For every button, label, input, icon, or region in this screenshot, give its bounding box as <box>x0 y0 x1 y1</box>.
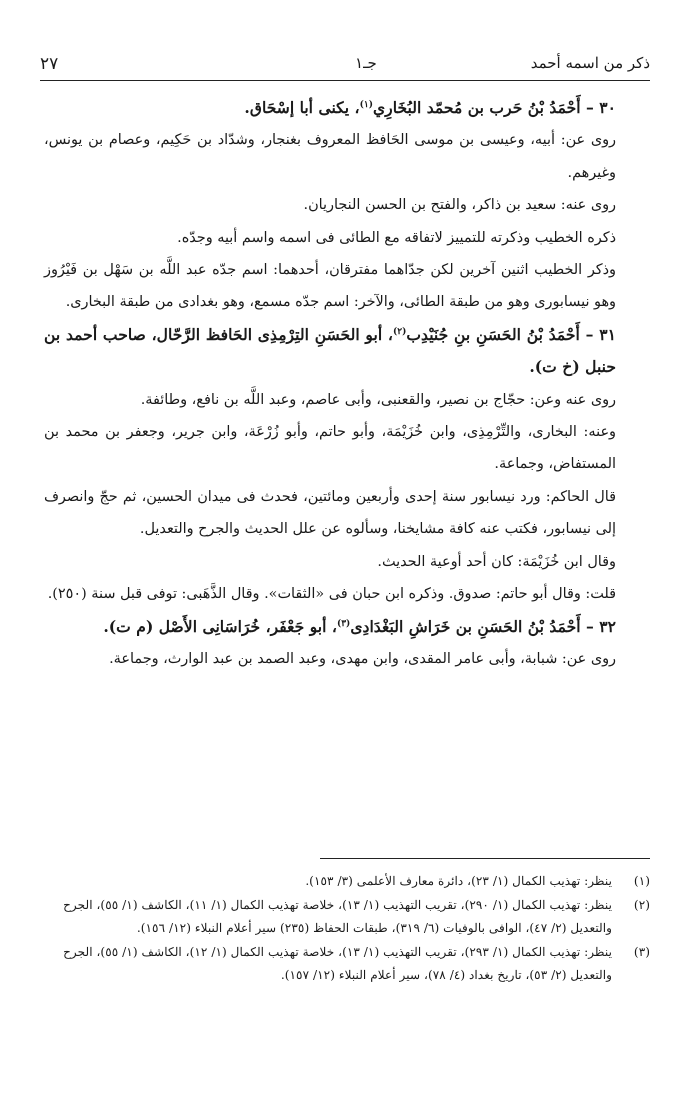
footnotes <box>40 870 650 988</box>
footnote-marker: (٢) <box>392 326 407 337</box>
paragraph: روى عنه: سعيد بن ذاكر، والفتح بن الحسن النجاريان. <box>303 197 616 214</box>
entry-heading-text: ، يكنى أبا إسْحَاق. <box>244 98 360 117</box>
volume-marker: جـ١ <box>355 54 377 72</box>
page-number: ٢٧ <box>40 54 59 74</box>
footnote-number: (١) <box>633 874 650 888</box>
paragraph: روى عن: شبابة، وأبى عامر المقدى، وابن مهدى، وعبد الصمد بن عبد الوارث، وجماعة. <box>109 650 616 667</box>
paragraph: وعنه: البخارى، والتِّرْمِذِى، وابن خُزَيْمَة، وأبو حاتم، وأبو زُرْعَة، وابن جرير، وجعفر بن محمد بن المستفاض، وجماعة. <box>44 424 616 473</box>
entry-heading-30 <box>44 92 650 124</box>
paragraph: وذكر الخطيب اثنين آخرين لكن جدّاهما مفترقان، أحدهما: اسم جدّه عبد اللَّه بن سَهْل بن فَيْرُوز وهو نيسابورى وهو من طبقة الطائى، والآخر: اسم جدّه مسمع، وهو بغدادى من طبقة البخارى. <box>44 262 616 311</box>
footnote <box>40 941 650 988</box>
footnote-marker: (١) <box>359 99 373 110</box>
footnote-text: ينظر: تهذيب الكمال (١/ ٢٩٣)، تقريب التهذيب (١/ ١٣)، خلاصة تهذيب الكمال (١/ ١٢)، الكاشف (١/ ٥٥)، الجرح والتعديل (٢/ ٥٣)، تاريخ بغداد (٤/ ٧٨)، سير أعلام النبلاء (١٢/ ١٥٧). <box>63 944 612 983</box>
footnote <box>40 870 650 894</box>
entry-heading-text: ٣٠ – أَحْمَدُ بْنُ حَرب بن مُحمّد البُخَارِي <box>372 98 616 117</box>
entry-heading-text: ٣١ – أَحْمَدُ بْنُ الحَسَنِ بنِ جُنَيْدِب <box>406 324 617 344</box>
entry-heading-text: ، أبو جَعْفَر، خُرَاسَانِى الأَصْل (م ت). <box>103 616 337 636</box>
footnote-text: ينظر: تهذيب الكمال (١/ ٢٩٠)، تقريب التهذيب (١/ ١٣)، خلاصة تهذيب الكمال (١/ ١١)، الكاشف (١/ ٥٥)، الجرح والتعديل (٢/ ٤٧)، الوافى بالوفيات (٦/ ٣١٩)، طبقات الحفاظ (٢٣٥) سير أعلام النبلاء (١٢/ ١٥٦). <box>63 897 612 936</box>
entry-heading-text: ، أبو الحَسَنِ التِرْمِذِى الحَافظ الرَّحّال، صاحب أحمد بن حنبل (خ ت). <box>44 324 616 377</box>
paragraph: قال الحاكم: ورد نيسابور سنة إحدى وأربعين ومائتين، فحدث فى ميدان الحسين، ثم حجّ وانصرف إلى نيسابور، فكتب عنه كافة مشايخنا، وسألوه عن علل الحديث والجرح والتعديل. <box>44 488 616 538</box>
main-text <box>44 92 650 675</box>
footnote-marker: (٣) <box>336 618 351 629</box>
footnote-text: ينظر: تهذيب الكمال (١/ ٢٣)، دائرة معارف الأعلمى (٣/ ١٥٣). <box>305 874 612 888</box>
paragraph: روى عن: أبيه، وعيسى بن موسى الحَافظ المعروف بغنجار، وشدّاد بن حَكِيم، وعصام بن يونس، وغيرهم. <box>44 132 616 181</box>
entry-heading-31 <box>44 319 650 384</box>
header-title: ذكر من اسمه أحمد <box>530 54 650 72</box>
entry-heading-text: ٣٢ – أَحْمَدُ بْنُ الحَسَنِ بن خَرَاشِ البَغْدَادِى <box>350 616 616 636</box>
footnote-number: (٢) <box>633 897 650 912</box>
paragraph: ذكره الخطيب وذكرته للتمييز لاتفاقه مع الطائى فى اسمه واسم أبيه وجدّه. <box>177 229 616 246</box>
footnote-separator <box>320 858 650 859</box>
entry-heading-32 <box>44 611 650 643</box>
header-rule <box>40 80 650 81</box>
running-header <box>40 48 650 78</box>
paragraph: روى عنه وعن: حجّاج بن نصير، والقعنبى، وأبى عاصم، وعبد اللَّه بن نافع، وطائفة. <box>140 391 616 408</box>
footnote <box>40 894 650 941</box>
paragraph: قلت: وقال أبو حاتم: صدوق. وذكره ابن حبان فى «الثقات». وقال الذَّهَبى: توفى قبل سنة (٢٥٠). <box>47 586 616 603</box>
paragraph: وقال ابن خُزَيْمَة: كان أحد أوعية الحديث. <box>377 553 616 570</box>
footnote-number: (٣) <box>633 944 650 959</box>
